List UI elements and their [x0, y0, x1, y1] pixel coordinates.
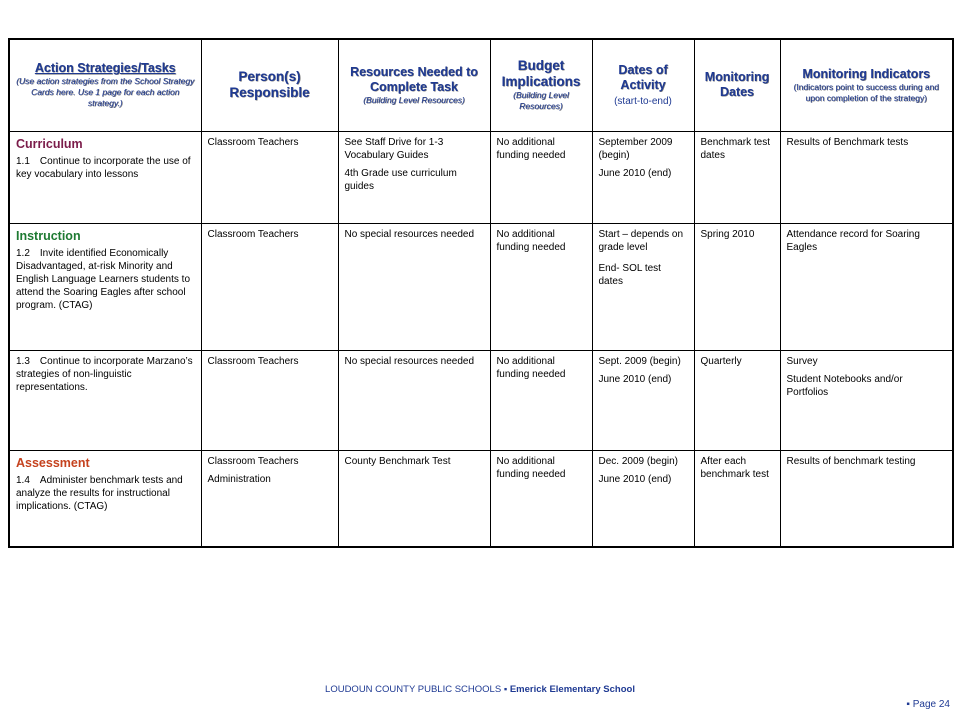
section-label: Assessment — [16, 455, 90, 470]
indicators-cell — [780, 223, 953, 350]
resource-text: See Staff Drive for 1-3 Vocabulary Guides — [344, 136, 444, 161]
indicators-cell — [780, 350, 953, 450]
budget-cell — [490, 131, 592, 223]
budget-text: No additional funding needed — [496, 228, 566, 253]
header-budget-implications — [490, 39, 592, 131]
task-description: Continue to incorporate the use of key vocabulary into lessons — [16, 155, 191, 180]
person-text: Classroom Teachers — [207, 355, 299, 367]
budget-text: No additional funding needed — [496, 136, 566, 161]
monitoring-text: Spring 2010 — [700, 228, 755, 240]
page-number-text: Page 24 — [912, 699, 950, 710]
resource-text: No special resources needed — [344, 228, 475, 240]
indicator-text: Results of benchmark testing — [786, 455, 916, 467]
header-budget-sub: (Building Level Resources) — [513, 90, 569, 112]
action-cell — [9, 450, 201, 547]
resources-cell — [338, 223, 490, 350]
monitoring-cell — [694, 131, 780, 223]
monitoring-cell — [694, 223, 780, 350]
monitoring-cell — [694, 450, 780, 547]
task-text — [16, 247, 195, 312]
task-text — [16, 355, 195, 394]
header-indicators-sub: (Indicators point to success during and upon completion of the strategy) — [793, 81, 940, 103]
budget-cell — [490, 350, 592, 450]
action-plan-table — [8, 38, 954, 548]
task-text — [16, 474, 195, 513]
resources-cell — [338, 450, 490, 547]
budget-text: No additional funding needed — [496, 355, 566, 380]
date-text: End- SOL test dates — [598, 262, 661, 287]
date-text: June 2010 (end) — [598, 473, 672, 485]
footer-separator: ▪ — [503, 684, 508, 695]
person-text: Classroom Teachers — [207, 455, 299, 467]
indicators-cell — [780, 131, 953, 223]
person-cell — [201, 223, 338, 350]
resources-cell — [338, 350, 490, 450]
resources-cell — [338, 131, 490, 223]
budget-cell — [490, 450, 592, 547]
indicator-text: Student Notebooks and/or Portfolios — [786, 373, 903, 398]
task-number: 1.3 — [16, 355, 30, 367]
footer-school: Emerick Elementary School — [509, 684, 635, 695]
resource-text: County Benchmark Test — [344, 455, 451, 467]
task-number: 1.4 — [16, 474, 30, 486]
dates-cell — [592, 131, 694, 223]
resource-text: No special resources needed — [344, 355, 475, 367]
budget-text: No additional funding needed — [496, 455, 566, 480]
action-cell — [9, 350, 201, 450]
header-person-title: Person(s) Responsible — [229, 69, 310, 101]
page-marker: ▪ — [906, 699, 910, 710]
task-number: 1.2 — [16, 247, 30, 259]
dates-cell — [592, 223, 694, 350]
header-resources-needed — [338, 39, 490, 131]
header-resources-sub: (Building Level Resources) — [363, 94, 465, 105]
person-text: Classroom Teachers — [207, 228, 299, 240]
dates-cell — [592, 350, 694, 450]
date-text: Start – depends on grade level — [598, 228, 684, 253]
page-number — [906, 699, 950, 710]
header-monitoring-dates — [694, 39, 780, 131]
budget-cell — [490, 223, 592, 350]
header-budget-title: Budget Implications — [501, 58, 581, 90]
monitoring-cell — [694, 350, 780, 450]
header-resources-title: Resources Needed to Complete Task — [350, 64, 478, 94]
header-action-strategies — [9, 39, 201, 131]
date-text: Dec. 2009 (begin) — [598, 455, 678, 467]
monitoring-text: After each benchmark test — [700, 455, 769, 480]
table-row — [9, 450, 953, 547]
section-label: Instruction — [16, 228, 81, 243]
action-cell — [9, 131, 201, 223]
header-person-responsible — [201, 39, 338, 131]
page-footer — [0, 684, 960, 695]
header-row — [9, 39, 953, 131]
indicators-cell — [780, 450, 953, 547]
header-indicators-title: Monitoring Indicators — [802, 66, 931, 81]
indicator-text: Results of Benchmark tests — [786, 136, 909, 148]
monitoring-text: Benchmark test dates — [700, 136, 770, 161]
section-label: Curriculum — [16, 136, 83, 151]
table-row — [9, 131, 953, 223]
table-row — [9, 223, 953, 350]
monitoring-text: Quarterly — [700, 355, 742, 367]
action-cell — [9, 223, 201, 350]
table-row — [9, 350, 953, 450]
resource-text: 4th Grade use curriculum guides — [344, 167, 457, 192]
header-dates-title: Dates of Activity — [618, 62, 668, 92]
date-text: June 2010 (end) — [598, 373, 672, 385]
indicator-text: Attendance record for Soaring Eagles — [786, 228, 920, 253]
indicator-text: Survey — [786, 355, 818, 367]
task-text — [16, 155, 195, 181]
header-action-sub: (Use action strategies from the School Strategy Cards here. Use 1 page for each action strategy.) — [16, 76, 195, 109]
person-cell — [201, 350, 338, 450]
header-action-title: Action Strategies/Tasks — [34, 61, 176, 76]
date-text: Sept. 2009 (begin) — [598, 355, 681, 367]
date-text: September 2009 (begin) — [598, 136, 673, 161]
person-cell — [201, 450, 338, 547]
task-number: 1.1 — [16, 155, 30, 167]
task-description: Invite identified Economically Disadvantaged, at-risk Minority and English Language Learners students to attend the Soaring Eagles after school program. (CTAG) — [16, 247, 191, 311]
header-dates-sub: (start-to-end) — [614, 95, 672, 107]
person-text: Administration — [207, 473, 271, 485]
task-description: Continue to incorporate Marzano’s strategies of non-linguistic representations. — [16, 355, 193, 393]
person-cell — [201, 131, 338, 223]
header-dates-of-activity — [592, 39, 694, 131]
footer-org: LOUDOUN COUNTY PUBLIC SCHOOLS — [325, 684, 502, 695]
dates-cell — [592, 450, 694, 547]
header-monitoring-indicators — [780, 39, 953, 131]
date-text: June 2010 (end) — [598, 167, 672, 179]
person-text: Classroom Teachers — [207, 136, 299, 148]
task-description: Administer benchmark tests and analyze the results for instructional implications. (CTAG) — [16, 474, 183, 512]
header-monitoring-dates-title: Monitoring Dates — [704, 70, 770, 100]
